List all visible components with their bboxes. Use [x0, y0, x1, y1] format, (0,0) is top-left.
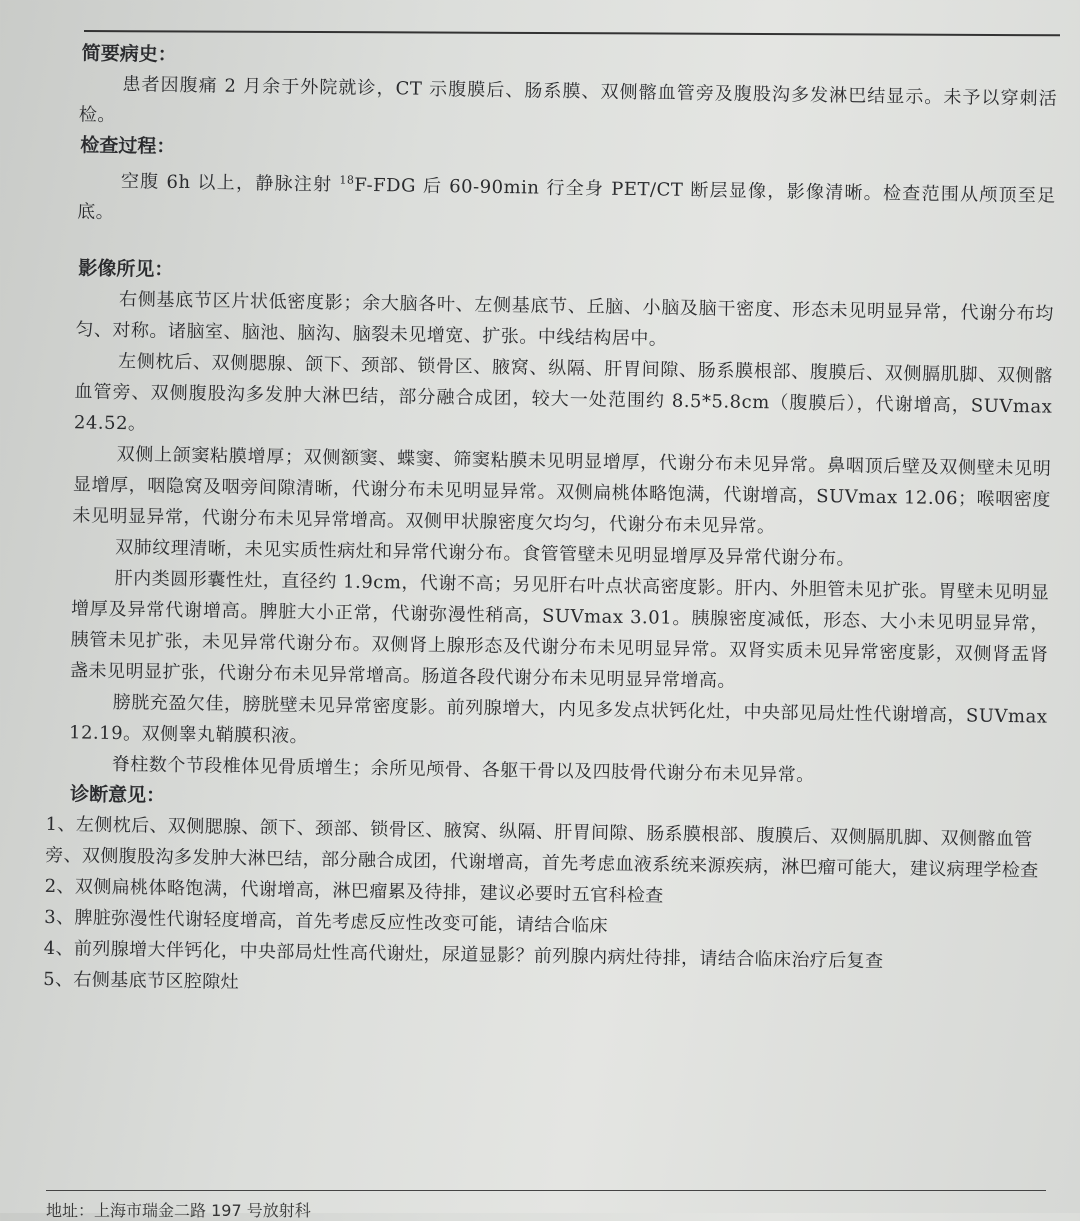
findings-title: 影像所见： [78, 257, 174, 281]
procedure-text-after: F-FDG 后 60-90min 行全身 PET/CT 断层显像，影像清晰。检查范围从颅顶至足底。 [77, 174, 1056, 223]
history-title: 简要病史： [81, 42, 177, 66]
procedure-title: 检查过程： [80, 134, 176, 158]
diagnosis-item: 2、双侧扁桃体略饱满，代谢增高，淋巴瘤累及待排，建议必要时五官科检查 [44, 875, 664, 907]
procedure-text-before: 空腹 6h 以上，静脉注射 [120, 171, 340, 196]
top-rule [84, 30, 1060, 36]
footer-rule [46, 1190, 1046, 1191]
findings-paragraph: 肝内类圆形囊性灶，直径约 1.9cm，代谢不高；另见肝右叶点状高密度影。肝内、外胆管未见扩张。胃壁未见明显增厚及异常代谢增高。脾脏大小正常，代谢弥漫性稍高，SUVmax 3.01。胰腺密度减低，形态、大小未见明显异常，胰管未见扩张，未见异常代谢分布。双侧肾上腺形态及代谢分布未见明显异常。双肾实质未见异常密度影，双侧肾盂肾盏未见明显扩张，代谢分布未见异常增高。肠道各段代谢分布未见明显异常增高。 [69, 567, 1050, 692]
footer-address: 地址：上海市瑞金二路 197 号放射科 [46, 1201, 311, 1220]
findings-paragraph: 双侧上颌窦粘膜增厚；双侧额窦、蝶窦、筛窦粘膜未见明显增厚，代谢分布未见异常。鼻咽顶后壁及双侧壁未见明显增厚，咽隐窝及咽旁间隙清晰，代谢分布未见明显异常。双侧扁桃体略饱满，代谢增高，SUVmax 12.06；喉咽密度未见明显异常，代谢分布未见异常增高。双侧甲状腺密度欠均匀，代谢分布未见异常。 [72, 443, 1052, 538]
history-text: 患者因腹痛 2 月余于外院就诊，CT 示腹膜后、肠系膜、双侧髂血管旁及腹股沟多发淋巴结显示。未予以穿刺活检。 [78, 74, 1058, 126]
diagnosis-item: 1、左侧枕后、双侧腮腺、颌下、颈部、锁骨区、腋窝、纵隔、肝胃间隙、肠系膜根部、腹膜后、双侧膈肌脚、双侧髂血管旁、双侧腹股沟多发肿大淋巴结，部分融合成团，代谢增高，首先考虑血液系统来源疾病，淋巴瘤可能大，建议病理学检查 [44, 813, 1039, 882]
diagnosis-item: 5、右侧基底节区腔隙灶 [43, 968, 240, 993]
diagnosis-title: 诊断意见： [69, 783, 166, 807]
findings-paragraph: 双肺纹理清晰，未见实质性病灶和异常代谢分布。食管管壁未见明显增厚及异常代谢分布。 [115, 536, 856, 570]
diagnosis-item: 4、前列腺增大伴钙化，中央部局灶性高代谢灶，尿道显影？前列腺内病灶待排，请结合临床治疗后复查 [43, 937, 884, 973]
findings-paragraph: 脊柱数个节段椎体见骨质增生；余所见颅骨、各躯干骨以及四肢骨代谢分布未见异常。 [111, 753, 815, 786]
diagnosis-item: 3、脾脏弥漫性代谢轻度增高，首先考虑反应性改变可能，请结合临床 [44, 906, 609, 937]
findings-paragraph: 膀胱充盈欠佳，膀胱壁未见异常密度影。前列腺增大，内见多发点状钙化灶，中央部见局灶性代谢增高，SUVmax 12.19。双侧睾丸鞘膜积液。 [68, 691, 1048, 748]
findings-paragraph: 右侧基底节区片状低密度影；余大脑各叶、左侧基底节、丘脑、小脑及脑干密度、形态未见明显异常，代谢分布均匀、对称。诸脑室、脑池、脑沟、脑裂未见增宽、扩张。中线结构居中。 [75, 288, 1054, 350]
procedure-isotope-superscript: 18 [339, 173, 355, 187]
report-page [43, 38, 1058, 1011]
findings-paragraph: 左侧枕后、双侧腮腺、颌下、颈部、锁骨区、腋窝、纵隔、肝胃间隙、肠系膜根部、腹膜后、双侧膈肌脚、双侧髂血管旁、双侧腹股沟多发肿大淋巴结，部分融合成团，较大一处范围约 8.5*5.8cm（腹膜后），代谢增高，SUVmax 24.52。 [73, 350, 1053, 435]
